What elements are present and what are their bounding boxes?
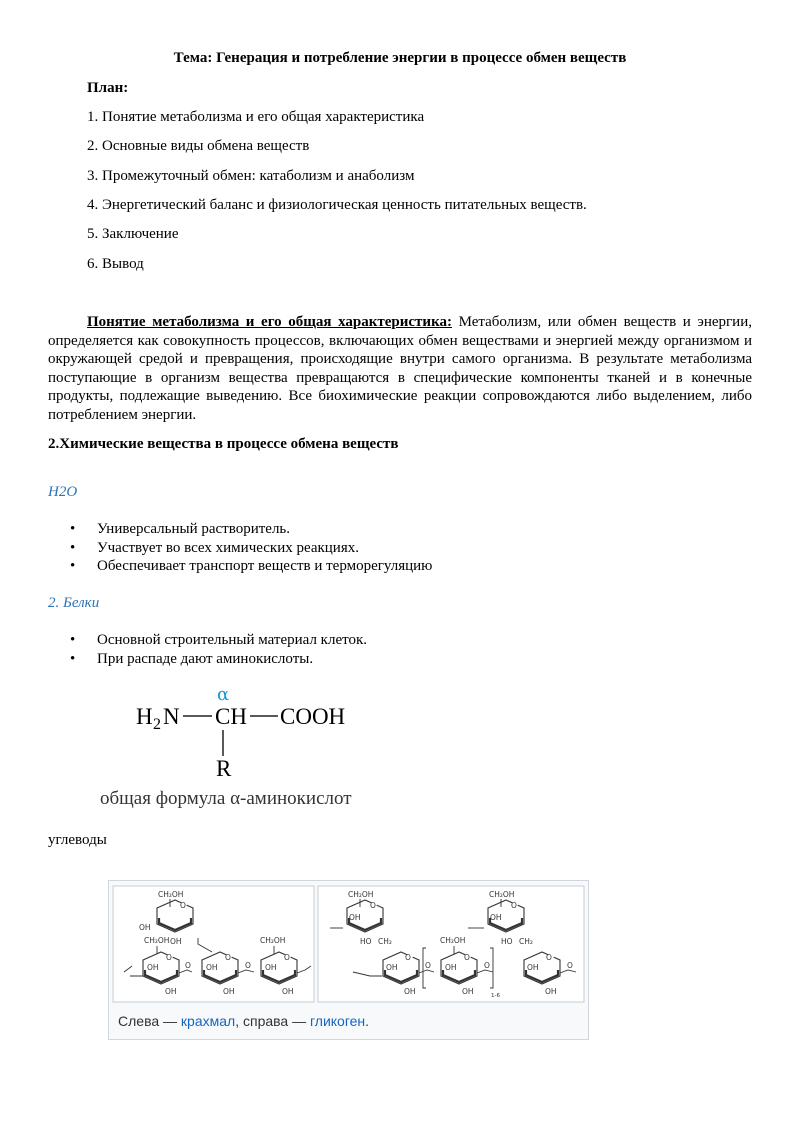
ring-label: O — [511, 901, 517, 910]
ring-label: O — [484, 961, 490, 970]
ring-label: O — [185, 961, 191, 970]
ring-label: CH₂OH — [348, 890, 374, 899]
ring-label: OH — [139, 923, 151, 932]
ring-label: CH₂OH — [260, 936, 286, 945]
ring-label: HO — [360, 937, 372, 946]
proteins-bullet-list — [70, 631, 367, 668]
starch-link[interactable]: крахмал — [180, 1013, 236, 1029]
alpha-label: α — [217, 684, 230, 705]
metabolism-paragraph — [48, 313, 752, 424]
carbohydrates-label: углеводы — [48, 832, 107, 848]
starch-glycogen-figure — [108, 880, 589, 1040]
ring-label: CH₂OH — [144, 936, 170, 945]
ring-label: CH₂OH — [158, 890, 184, 899]
amine-n-label: N — [163, 704, 180, 729]
formula-caption: общая формула α-аминокислот — [100, 788, 352, 809]
ring-label: O — [166, 953, 172, 962]
proteins-heading: 2. Белки — [48, 595, 100, 611]
linkage-label: 1-6 — [491, 993, 500, 999]
ring-label: CH₂ — [378, 937, 392, 946]
caption-text: Слева — — [118, 1013, 181, 1029]
plan-item: 2. Основные виды обмена веществ — [87, 138, 310, 154]
ch-label: CH — [215, 704, 247, 729]
ring-label: OH — [223, 987, 235, 996]
ring-label: O — [425, 961, 431, 970]
caption-text: . — [365, 1013, 370, 1029]
ring-label: O — [225, 953, 231, 962]
ring-label: OH — [527, 963, 539, 972]
ring-label: O — [284, 953, 290, 962]
figure-caption — [118, 1013, 369, 1029]
list-item: • Универсальный растворитель. — [70, 520, 432, 539]
plan-item: 1. Понятие метаболизма и его общая характеристика — [87, 109, 425, 125]
ring-label: O — [405, 953, 411, 962]
list-item: • Основной строительный материал клеток. — [70, 631, 367, 650]
amine-h-label: H — [136, 704, 153, 729]
ring-label: CH₂OH — [489, 890, 515, 899]
ring-label: OH — [165, 987, 177, 996]
plan-label: План: — [87, 80, 129, 96]
ring-label: O — [464, 953, 470, 962]
plan-item: 4. Энергетический баланс и физиологическая ценность питательных веществ. — [87, 197, 587, 213]
ring-label: OH — [462, 987, 474, 996]
ring-label: OH — [386, 963, 398, 972]
amino-acid-formula — [98, 684, 398, 814]
ring-label: OH — [170, 937, 182, 946]
page-title: Тема: Генерация и потребление энергии в процессе обмен веществ — [173, 50, 627, 66]
ring-label: OH — [545, 987, 557, 996]
ring-label: OH — [206, 963, 218, 972]
ring-label: OH — [404, 987, 416, 996]
ring-label: CH₂ — [519, 937, 533, 946]
ring-label: O — [245, 961, 251, 970]
ring-label: O — [567, 961, 573, 970]
caption-text: , справа — — [235, 1013, 310, 1029]
plan-item: 6. Вывод — [87, 256, 144, 272]
ring-label: OH — [445, 963, 457, 972]
paragraph-body: Метаболизм, или обмен веществ и энергии, определяется как совокупность процессов, включающих обмен веществами и энергией между организмом и окружающей средой и превращения, происходящие внутри самого организма. В результате метаболизма поступающие в организм вещества превращаются в специфические компоненты тканей и в конечные продукты, подлежащие выведению. Все биохимические реакции сопровождаются либо выделением, либо потреблением энергии. — [48, 314, 752, 423]
plan-item: 3. Промежуточный обмен: катаболизм и анаболизм — [87, 168, 415, 184]
water-heading: H2O — [48, 484, 78, 500]
ring-label: CH₂OH — [440, 936, 466, 945]
list-item: • При распаде дают аминокислоты. — [70, 650, 367, 669]
list-item: • Обеспечивает транспорт веществ и терморегуляцию — [70, 557, 432, 576]
ring-label: OH — [349, 913, 361, 922]
water-bullet-list — [70, 520, 432, 576]
ring-label: HO — [501, 937, 513, 946]
r-group-label: R — [216, 756, 232, 781]
section-heading: 2.Химические вещества в процессе обмена веществ — [48, 436, 399, 452]
amine-subscript: 2 — [153, 716, 161, 733]
paragraph-lead: Понятие метаболизма и его общая характеристика: — [87, 314, 452, 330]
glycogen-link[interactable]: гликоген — [309, 1013, 366, 1029]
carboxyl-label: COOH — [280, 704, 346, 729]
ring-label: O — [546, 953, 552, 962]
ring-label: O — [370, 901, 376, 910]
plan-item: 5. Заключение — [87, 226, 179, 242]
ring-label: OH — [147, 963, 159, 972]
ring-label: OH — [265, 963, 277, 972]
list-item: • Участвует во всех химических реакциях. — [70, 539, 432, 558]
ring-label: O — [180, 901, 186, 910]
ring-label: OH — [490, 913, 502, 922]
ring-label: OH — [282, 987, 294, 996]
